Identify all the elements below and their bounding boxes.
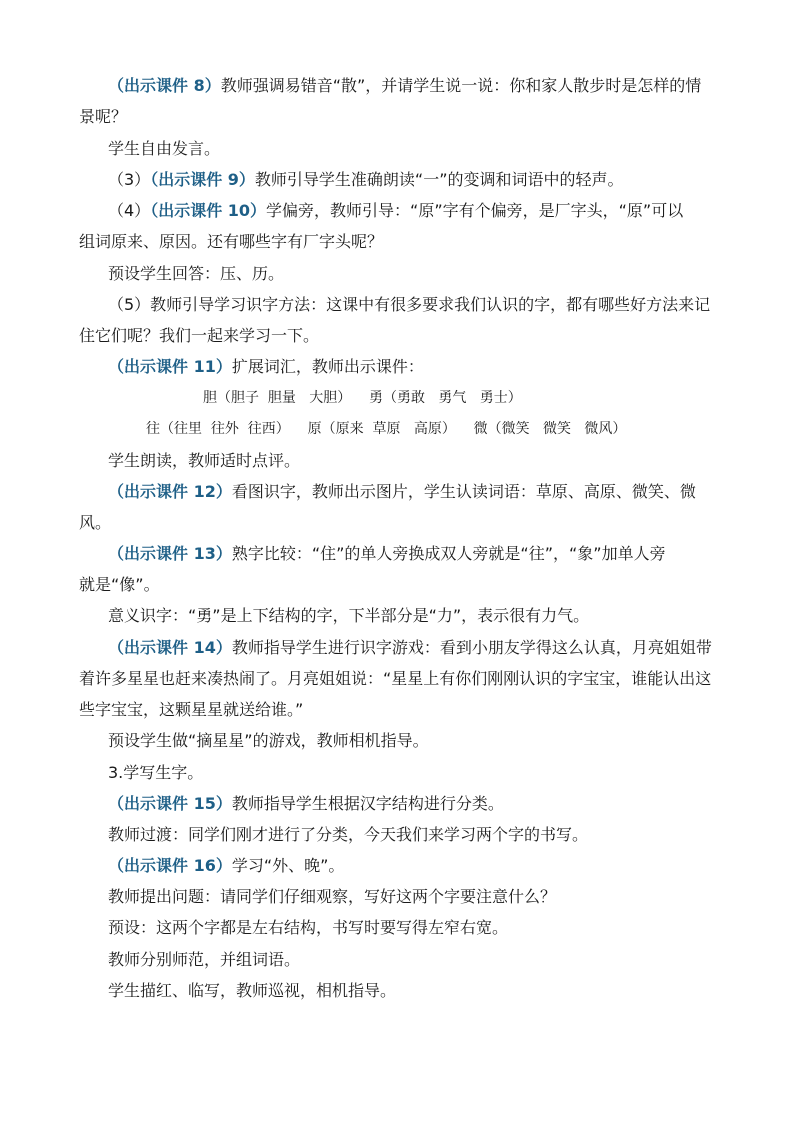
paragraph-text: 学生描红、临写，教师巡视，相机指导。 xyxy=(108,981,397,1000)
paragraph-text: 教师指导学生根据汉字结构进行分类。 xyxy=(231,794,504,813)
paragraph-courseware-16 xyxy=(108,856,344,876)
paragraph-courseware-11 xyxy=(108,357,424,377)
vocab-line-1: 胆（胆子 胆量 大胆） 勇（勇敢 勇气 勇士） xyxy=(203,390,522,406)
courseware-tag: （出示课件 15） xyxy=(108,794,232,813)
paragraph-continuation: 就是“像”。 xyxy=(79,575,160,594)
paragraph-continuation: 些字宝宝，这颗星星就送给谁。” xyxy=(79,700,304,719)
paragraph-text: 意义识字：“勇”是上下结构的字，下半部分是“力”，表示很有力气。 xyxy=(108,606,590,625)
paragraph-continuation: 住它们呢？我们一起来学习一下。 xyxy=(79,326,320,345)
paragraph-text: 学偏旁，教师引导：“原”字有个偏旁，是厂字头，“原”可以 xyxy=(266,201,684,220)
courseware-tag: （出示课件 16） xyxy=(108,856,232,875)
paragraph-text: 熟字比较：“住”的单人旁换成双人旁就是“往”，“象”加单人旁 xyxy=(231,544,666,563)
step-number: （4） xyxy=(108,201,151,220)
paragraph-text: 学生朗读，教师适时点评。 xyxy=(108,451,301,470)
paragraph-text: 预设学生回答：压、历。 xyxy=(108,264,285,283)
paragraph-text: 预设学生做“摘星星”的游戏，教师相机指导。 xyxy=(108,731,429,750)
paragraph-continuation: 着许多星星也赶来凑热闹了。月亮姐姐说：“星星上有你们刚刚认识的字宝宝，谁能认出这 xyxy=(79,669,712,688)
courseware-tag: （出示课件 9） xyxy=(150,170,255,189)
paragraph-text: 教师强调易错音“散”，并请学生说一说：你和家人散步时是怎样的情 xyxy=(220,76,702,95)
paragraph-courseware-14 xyxy=(108,638,712,658)
paragraph-courseware-15 xyxy=(108,794,504,814)
paragraph-courseware-13 xyxy=(108,544,666,564)
paragraph-text: 教师提出问题：请同学们仔细观察，写好这两个字要注意什么？ xyxy=(108,887,557,906)
paragraph-text: 看图识字，教师出示图片，学生认读词语：草原、高原、微笑、微 xyxy=(231,482,696,501)
paragraph-courseware-8 xyxy=(108,76,701,96)
paragraph-continuation: 风。 xyxy=(79,513,112,532)
courseware-tag: （出示课件 14） xyxy=(108,638,232,657)
paragraph-text: 扩展词汇，教师出示课件： xyxy=(231,357,424,376)
courseware-tag: （出示课件 12） xyxy=(108,482,232,501)
paragraph-text: 教师指导学生进行识字游戏：看到小朋友学得这么认真，月亮姐姐带 xyxy=(231,638,712,657)
courseware-tag: （出示课件 8） xyxy=(108,76,221,95)
paragraph-text: 教师引导学生准确朗读“一”的变调和词语中的轻声。 xyxy=(254,170,624,189)
courseware-tag: （出示课件 10） xyxy=(150,201,267,220)
step-number: （3） xyxy=(108,170,151,189)
paragraph-text: 学习“外、晚”。 xyxy=(231,856,345,875)
paragraph-text: 教师过渡：同学们刚才进行了分类，今天我们来学习两个字的书写。 xyxy=(108,825,589,844)
paragraph-courseware-12 xyxy=(108,482,696,502)
paragraph-continuation: 景呢？ xyxy=(79,107,128,126)
courseware-tag: （出示课件 11） xyxy=(108,357,232,376)
vocab-line-2: 往（往里 往外 往西） 原（原来 草原 高原） 微（微笑 微笑 微风） xyxy=(146,421,627,437)
paragraph-text: 教师分别师范，并组词语。 xyxy=(108,950,301,969)
paragraph-step-3 xyxy=(108,170,624,190)
paragraph-step-5: （5）教师引导学习识字方法：这课中有很多要求我们认识的字，都有哪些好方法来记 xyxy=(108,295,711,314)
section-heading: 3.学写生字。 xyxy=(108,763,204,782)
paragraph-text: 预设：这两个字都是左右结构，书写时要写得左窄右宽。 xyxy=(108,918,509,937)
paragraph-text: 学生自由发言。 xyxy=(108,139,221,158)
paragraph-step-4 xyxy=(108,201,683,221)
paragraph-continuation: 组词原来、原因。还有哪些字有厂字头呢？ xyxy=(79,232,384,251)
courseware-tag: （出示课件 13） xyxy=(108,544,232,563)
